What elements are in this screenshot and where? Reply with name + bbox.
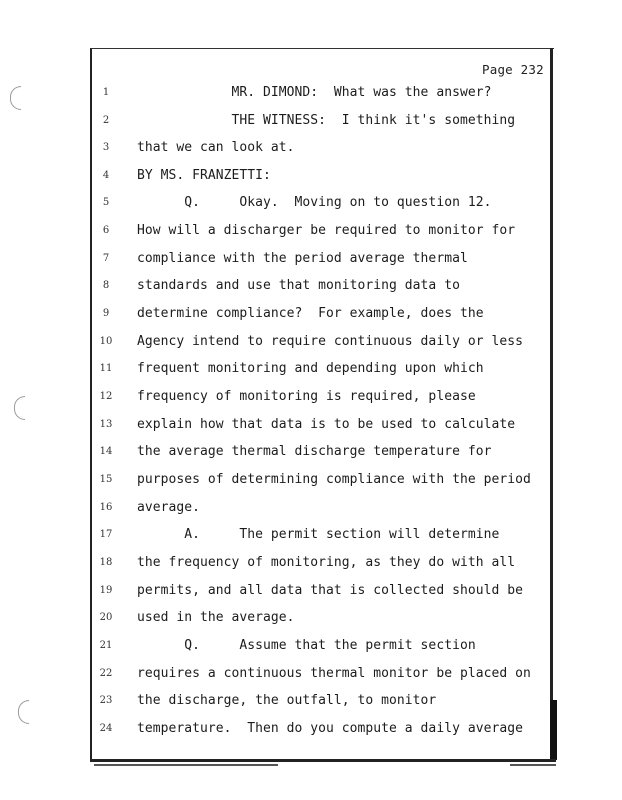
transcript-line: THE WITNESS: I think it's something <box>137 113 516 128</box>
transcript-line: frequent monitoring and depending upon which <box>137 361 484 376</box>
binder-hole-mark <box>18 700 29 724</box>
line-number: 7 <box>102 253 110 264</box>
line-number: 8 <box>102 280 110 291</box>
page-number: Page 232 <box>482 62 544 77</box>
transcript-line: requires a continuous thermal monitor be placed on <box>137 666 531 681</box>
transcript-line: explain how that data is to be used to calculate <box>137 417 516 432</box>
transcript-line: BY MS. FRANZETTI: <box>137 168 271 183</box>
transcript-line: standards and use that monitoring data to <box>137 278 460 293</box>
line-number: 13 <box>99 419 113 430</box>
page-frame-bottom-border <box>90 759 556 762</box>
transcript-line: temperature. Then do you compute a daily average <box>137 721 523 736</box>
page-frame-bottom-shadow <box>510 764 556 766</box>
binder-hole-mark <box>14 396 25 420</box>
line-number: 10 <box>99 336 113 347</box>
transcript-line: permits, and all data that is collected should be <box>137 583 523 598</box>
line-number: 24 <box>99 723 113 734</box>
line-number: 11 <box>99 363 113 374</box>
transcript-line: MR. DIMOND: What was the answer? <box>137 85 492 100</box>
transcript-line: average. <box>137 500 201 515</box>
binder-hole-mark <box>10 86 21 110</box>
transcript-line: compliance with the period average thermal <box>137 251 468 266</box>
transcript-line: determine compliance? For example, does the <box>137 306 484 321</box>
line-number: 16 <box>99 502 113 513</box>
transcript-line: Q. Assume that the permit section <box>137 638 476 653</box>
line-number: 6 <box>102 225 110 236</box>
line-number: 18 <box>99 557 113 568</box>
transcript-line: that we can look at. <box>137 140 295 155</box>
transcript-line: How will a discharger be required to monitor for <box>137 223 516 238</box>
line-number: 15 <box>99 474 113 485</box>
line-number: 9 <box>102 308 110 319</box>
transcript-line: Agency intend to require continuous daily or less <box>137 334 523 349</box>
transcript-line: frequency of monitoring is required, please <box>137 389 476 404</box>
transcript-line: A. The permit section will determine <box>137 527 500 542</box>
transcript-line: used in the average. <box>137 610 295 625</box>
line-number: 2 <box>102 115 110 126</box>
line-number: 12 <box>99 391 113 402</box>
line-number: 19 <box>99 585 113 596</box>
page-frame-right-shadow <box>550 700 557 760</box>
line-number: 5 <box>102 197 110 208</box>
line-number: 3 <box>102 142 110 153</box>
line-number: 17 <box>99 529 113 540</box>
transcript-line: the average thermal discharge temperature for <box>137 444 492 459</box>
transcript-line: purposes of determining compliance with the period <box>137 472 531 487</box>
transcript-line: the discharge, the outfall, to monitor <box>137 693 437 708</box>
line-number: 21 <box>99 640 113 651</box>
transcript-line: the frequency of monitoring, as they do with all <box>137 555 516 570</box>
page-frame-right-border <box>550 48 553 713</box>
line-number: 14 <box>99 446 113 457</box>
transcript-line: Q. Okay. Moving on to question 12. <box>137 195 492 210</box>
line-number: 1 <box>102 87 110 98</box>
line-number: 4 <box>102 170 110 181</box>
page-frame-bottom-shadow <box>94 764 278 766</box>
line-number: 22 <box>99 668 113 679</box>
line-number: 20 <box>99 612 113 623</box>
line-number: 23 <box>99 695 113 706</box>
